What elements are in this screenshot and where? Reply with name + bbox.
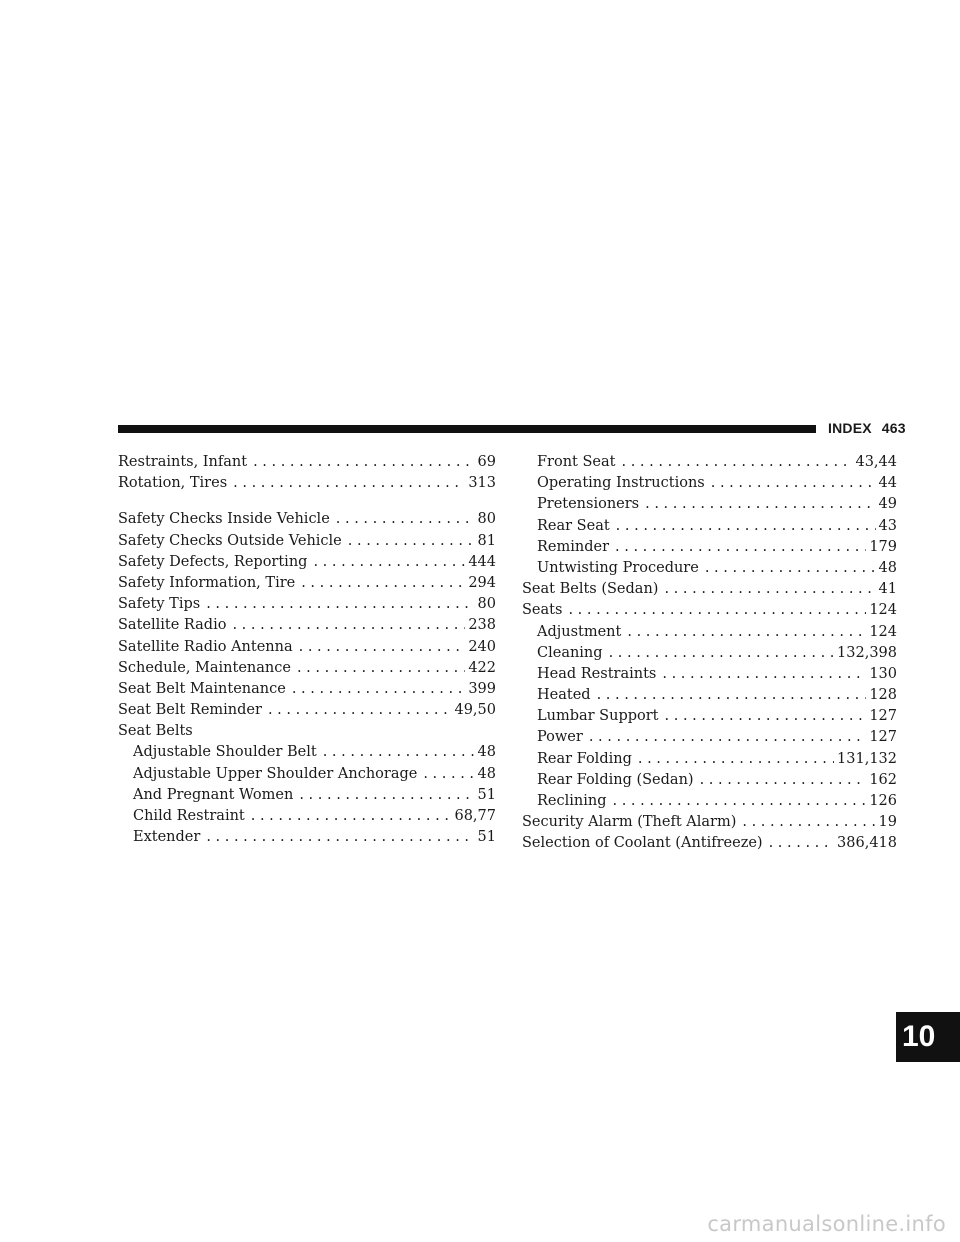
entry-term: Safety Tips: [118, 596, 201, 613]
section-label: INDEX: [828, 420, 872, 436]
entry-term: Restraints, Infant: [118, 454, 248, 470]
dot-leader: [292, 679, 466, 700]
entry-page: 80: [477, 511, 496, 528]
dot-leader: [615, 537, 866, 558]
entry-page: 238: [468, 617, 496, 634]
entry-term: Reminder: [537, 538, 610, 555]
index-entry: [118, 473, 496, 494]
entry-term: Front Seat: [537, 454, 616, 470]
entry-page: 49,50: [454, 702, 496, 719]
entry-term: Safety Defects, Reporting: [118, 553, 308, 570]
entry-term: Security Alarm (Theft Alarm): [522, 814, 737, 831]
dot-leader: [268, 700, 452, 721]
entry-page: 81: [477, 532, 496, 549]
index-entry: [118, 679, 496, 700]
entry-page: 131,132: [837, 750, 897, 767]
dot-leader: [206, 827, 474, 848]
entry-term: Rear Folding (Sedan): [537, 771, 694, 788]
entry-term: Adjustable Upper Shoulder Anchorage: [133, 765, 418, 782]
dot-leader: [206, 594, 474, 615]
entry-page: 43,44: [855, 454, 897, 470]
entry-page: 132,398: [837, 644, 897, 661]
header-rule: [118, 425, 816, 433]
entry-term: Pretensioners: [537, 496, 640, 513]
dot-leader: [705, 558, 876, 579]
entry-term: Satellite Radio: [118, 617, 227, 634]
entry-page: 48: [878, 559, 897, 576]
entry-term: Untwisting Procedure: [537, 559, 699, 576]
index-entry: [118, 452, 496, 473]
index-subentry: [522, 473, 897, 494]
entry-page: 130: [869, 665, 897, 682]
entry-page: 399: [468, 680, 496, 697]
entry-term: Safety Checks Outside Vehicle: [118, 532, 342, 549]
entry-page: 44: [878, 475, 897, 492]
index-entry: [118, 637, 496, 658]
dot-leader: [251, 806, 452, 827]
entry-term: Satellite Radio Antenna: [118, 638, 293, 655]
dot-leader: [638, 749, 834, 770]
index-entry: [522, 579, 897, 600]
dot-leader: [323, 742, 475, 763]
entry-term: Adjustable Shoulder Belt: [133, 744, 317, 761]
dot-leader: [609, 643, 834, 664]
index-subentry: [118, 742, 496, 763]
dot-leader: [597, 685, 867, 706]
index-subentry: [118, 827, 496, 848]
entry-page: 127: [869, 729, 897, 746]
chapter-tab: 10: [896, 1012, 960, 1062]
entry-page: 240: [468, 638, 496, 655]
entry-page: 80: [477, 596, 496, 613]
index-entry: [118, 700, 496, 721]
dot-leader: [711, 473, 876, 494]
dot-leader: [645, 494, 875, 515]
entry-term: Cleaning: [537, 644, 603, 661]
dot-leader: [700, 770, 867, 791]
index-subentry: [522, 452, 897, 473]
index-subentry: [522, 791, 897, 812]
entry-term: Seat Belt Maintenance: [118, 680, 286, 697]
entry-page: 51: [477, 786, 496, 803]
entry-page: 422: [468, 659, 496, 676]
index-entry: [522, 600, 897, 621]
entry-page: 48: [477, 765, 496, 782]
index-entry: [118, 552, 496, 573]
dot-leader: [423, 764, 474, 785]
entry-page: 313: [468, 475, 496, 492]
index-subentry: [522, 494, 897, 515]
index-subentry: [522, 516, 897, 537]
entry-term: Operating Instructions: [537, 475, 705, 492]
entry-page: 69: [477, 454, 496, 470]
entry-page: 43: [878, 517, 897, 534]
dot-leader: [589, 727, 866, 748]
entry-page: 128: [869, 687, 897, 704]
index-entry: [118, 658, 496, 679]
entry-page: 68,77: [454, 808, 496, 824]
dot-leader: [336, 509, 475, 530]
entry-page: 294: [468, 574, 496, 591]
index-subentry: [522, 749, 897, 770]
entry-term: Safety Information, Tire: [118, 574, 296, 591]
dot-leader: [742, 812, 875, 833]
dot-leader: [627, 622, 866, 643]
index-entry: [118, 594, 496, 615]
entry-term: Seat Belts: [118, 723, 193, 740]
index-subentry: [522, 770, 897, 791]
dot-leader: [665, 706, 867, 727]
index-subentry: [522, 643, 897, 664]
index-entry: [118, 573, 496, 594]
entry-term: Rear Seat: [537, 517, 610, 534]
entry-term: Rotation, Tires: [118, 475, 228, 492]
dot-leader: [233, 473, 465, 494]
dot-leader: [568, 600, 866, 621]
index-column-left: [118, 452, 496, 848]
entry-term: Seat Belt Reminder: [118, 702, 262, 719]
entry-page: 124: [869, 623, 897, 640]
dot-leader: [232, 615, 465, 636]
index-subentry: [522, 685, 897, 706]
watermark: carmanualsonline.info: [707, 1212, 946, 1236]
index-subentry: [522, 727, 897, 748]
index-column-right: [522, 452, 897, 855]
dot-leader: [621, 452, 852, 473]
entry-page: 124: [869, 602, 897, 619]
index-subentry: [522, 706, 897, 727]
entry-page: 49: [878, 496, 897, 513]
dot-leader: [301, 573, 465, 594]
entry-term: Adjustment: [537, 623, 622, 640]
entry-page: 127: [869, 708, 897, 725]
dot-leader: [348, 531, 475, 552]
dot-leader: [664, 579, 875, 600]
dot-leader: [662, 664, 866, 685]
running-header: [828, 420, 906, 436]
dot-leader: [616, 516, 876, 537]
entry-term: Power: [537, 729, 583, 746]
index-entry: [118, 531, 496, 552]
entry-page: 19: [878, 814, 897, 831]
entry-term: Child Restraint: [133, 808, 245, 824]
index-entry: [522, 812, 897, 833]
dot-leader: [299, 637, 466, 658]
entry-page: 126: [869, 793, 897, 809]
entry-term: Reclining: [537, 793, 607, 809]
dot-leader: [297, 658, 465, 679]
index-subentry: [522, 537, 897, 558]
index-entry: [118, 509, 496, 530]
entry-page: 444: [468, 553, 496, 570]
index-subentry: [118, 764, 496, 785]
dot-leader: [313, 552, 465, 573]
entry-page: 162: [869, 771, 897, 788]
index-subentry: [118, 785, 496, 806]
entry-term: Safety Checks Inside Vehicle: [118, 511, 330, 528]
entry-page: 41: [878, 581, 897, 598]
page-number: 463: [881, 420, 906, 436]
entry-term: Rear Folding: [537, 750, 632, 767]
dot-leader: [613, 791, 867, 812]
entry-term: Seat Belts (Sedan): [522, 581, 659, 598]
entry-page: 48: [477, 744, 496, 761]
entry-page: 179: [869, 538, 897, 555]
entry-term: Schedule, Maintenance: [118, 659, 291, 676]
entry-term: Heated: [537, 687, 591, 704]
index-subentry: [522, 664, 897, 685]
index-entry: [118, 721, 496, 742]
index-subentry: [522, 558, 897, 579]
entry-page: 386,418: [837, 835, 897, 852]
entry-spacer: [118, 494, 496, 509]
entry-term: Selection of Coolant (Antifreeze): [522, 835, 763, 852]
index-subentry: [522, 622, 897, 643]
dot-leader: [769, 833, 834, 854]
entry-term: Extender: [133, 829, 201, 846]
entry-term: Seats: [522, 602, 563, 619]
entry-term: And Pregnant Women: [133, 786, 294, 803]
index-entry: [522, 833, 897, 854]
entry-term: Lumbar Support: [537, 708, 659, 725]
dot-leader: [253, 452, 474, 473]
index-subentry: [118, 806, 496, 827]
dot-leader: [299, 785, 474, 806]
entry-term: Head Restraints: [537, 665, 657, 682]
entry-page: 51: [477, 829, 496, 846]
index-entry: [118, 615, 496, 636]
